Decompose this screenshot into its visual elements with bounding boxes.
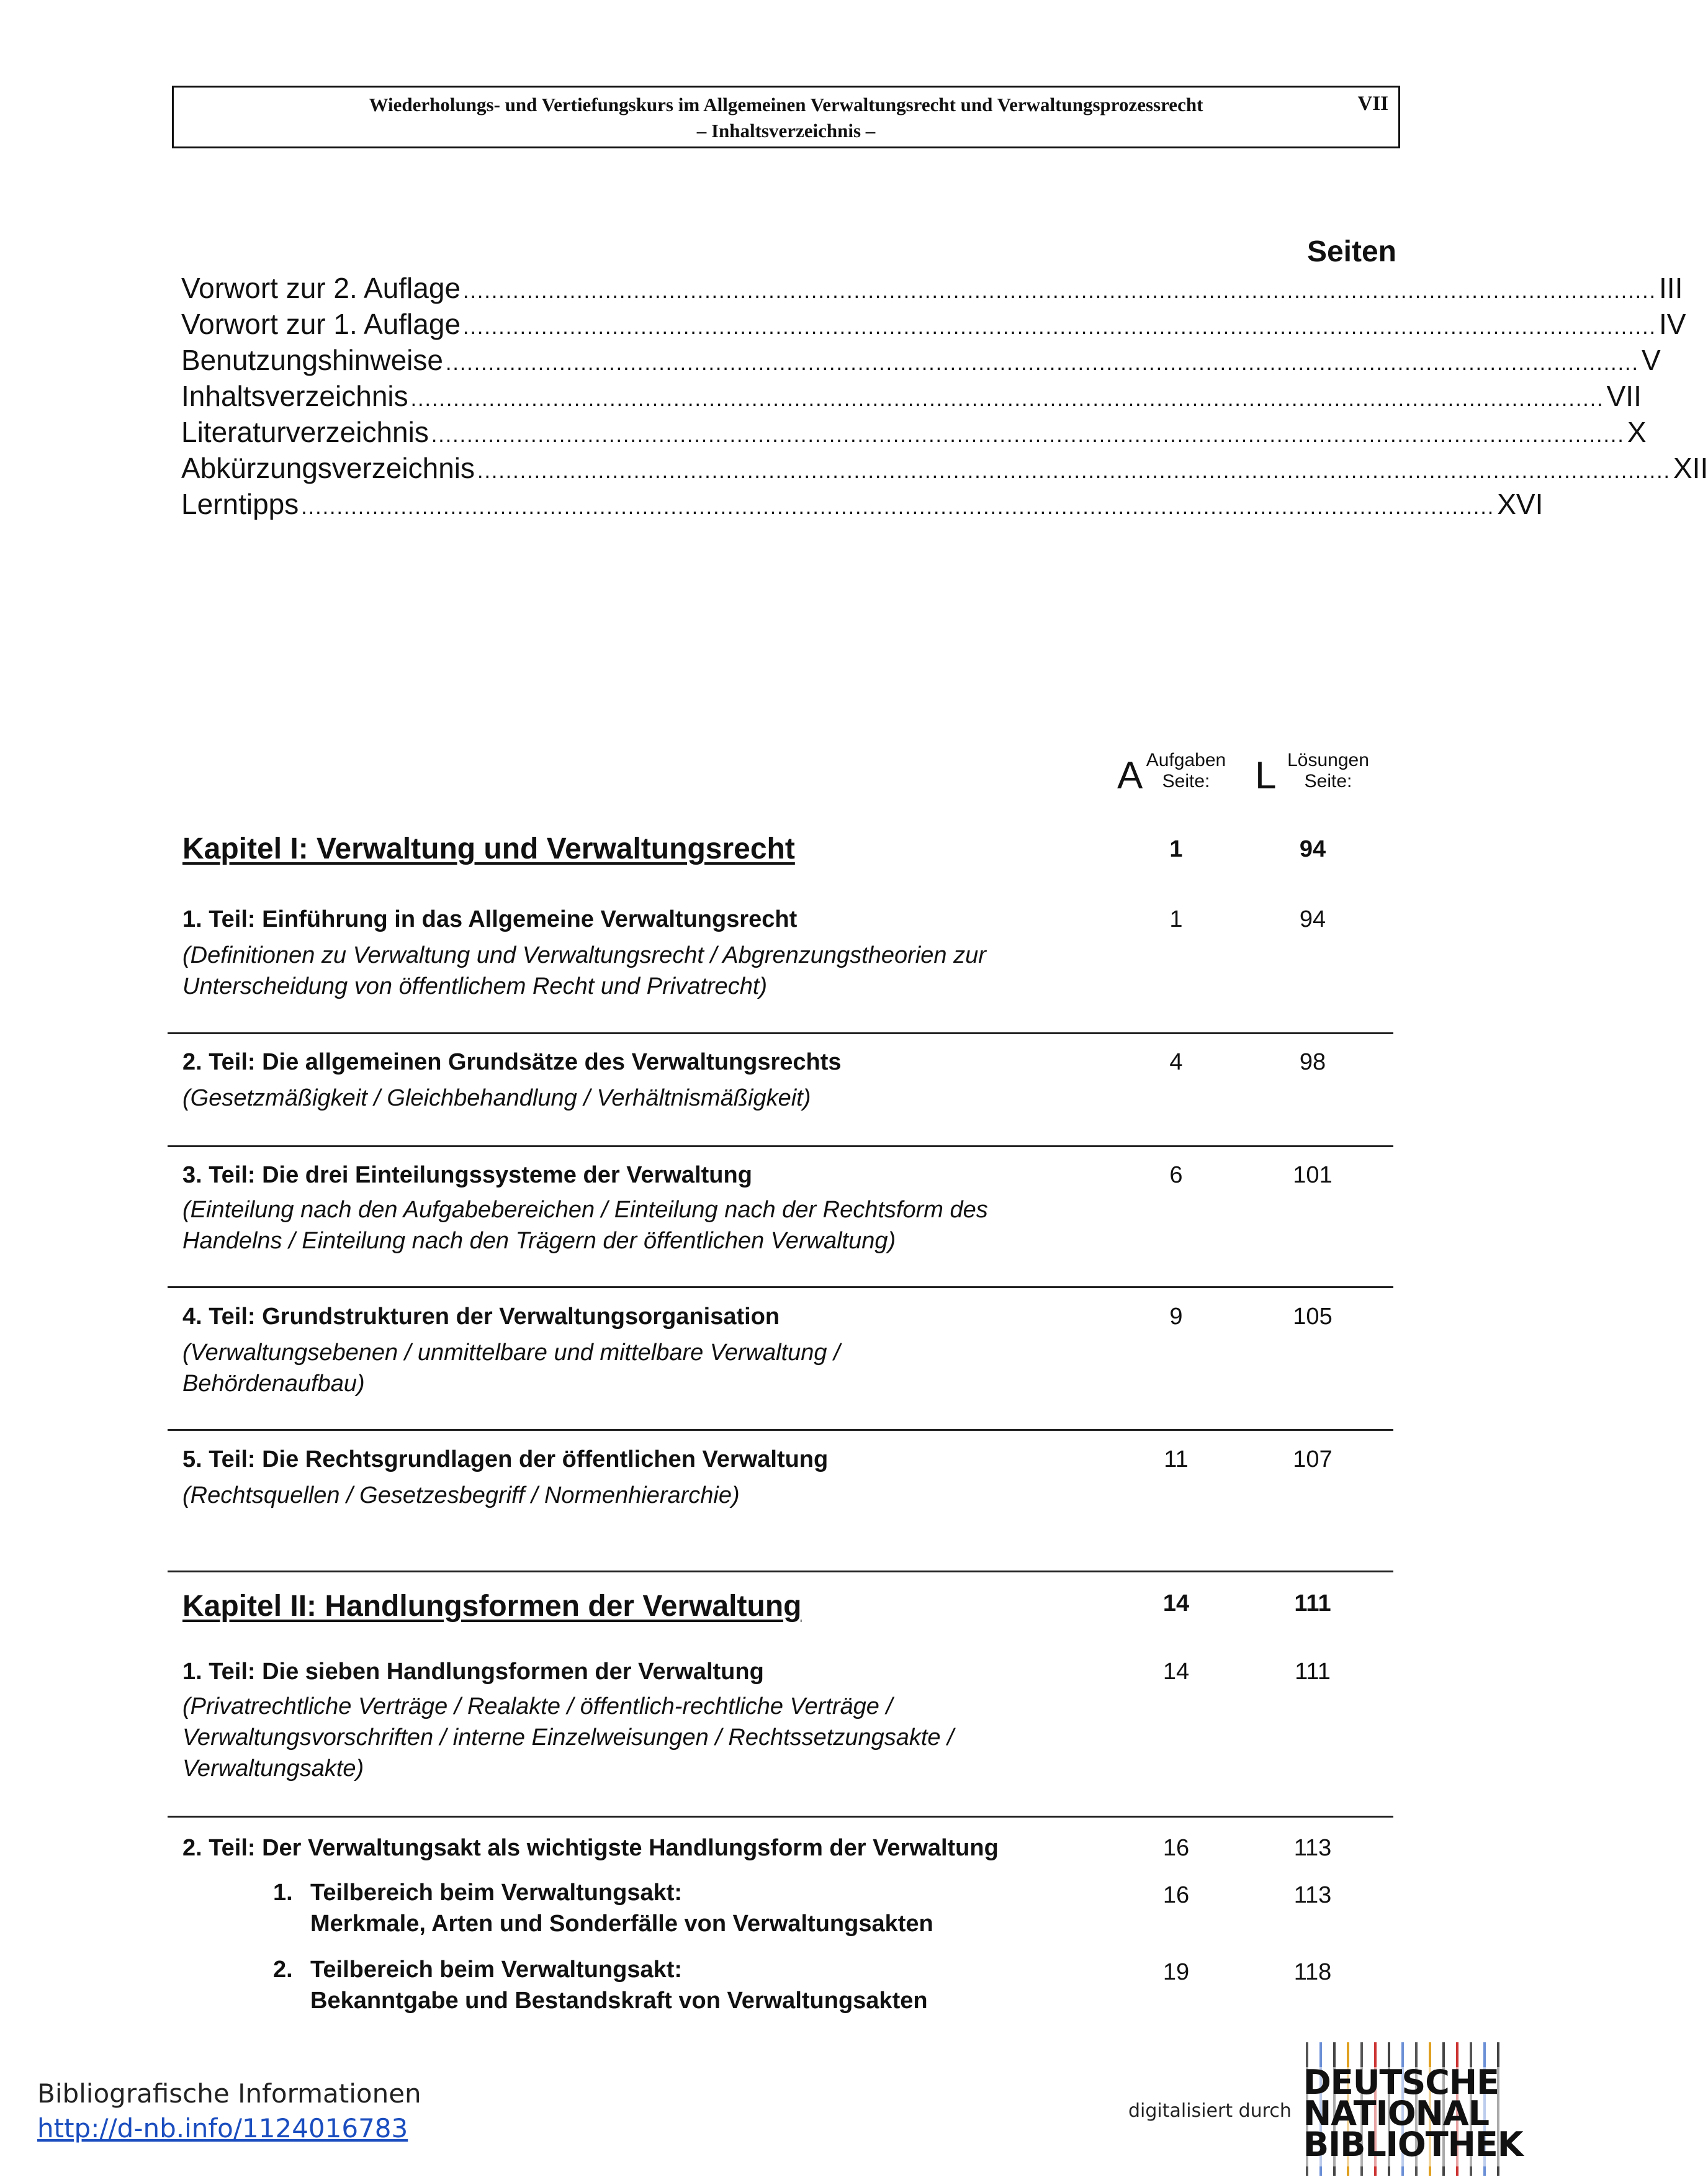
aufgaben-column-header: A Aufgaben Seite: xyxy=(1117,750,1226,797)
part-aufgaben-page: 11 xyxy=(1164,1446,1189,1472)
subsection-loesungen-page: 113 xyxy=(1293,1882,1332,1908)
front-item: Vorwort zur 2. Auflage ........................................................................................................................................................................ III xyxy=(181,272,1683,304)
separator-line xyxy=(168,1571,1393,1572)
chapter-1-title: Kapitel I: Verwaltung und Verwaltungsrecht xyxy=(182,832,795,865)
part-description: (Gesetzmäßigkeit / Gleichbehandlung / Verhältnismäßigkeit) xyxy=(182,1085,811,1111)
part-description: (Rechtsquellen / Gesetzesbegriff / Normenhierarchie) xyxy=(182,1482,740,1508)
part-title: 5. Teil: Die Rechtsgrundlagen der öffentlichen Verwaltung xyxy=(182,1446,829,1472)
part-aufgaben-page: 1 xyxy=(1169,906,1183,932)
subsection: 2. Teilbereich beim Verwaltungsakt: Bekanntgabe und Bestandskraft von Verwaltungsakten xyxy=(273,1957,928,2014)
dnb-link[interactable]: http://d-nb.info/1124016783 xyxy=(37,2113,408,2143)
front-item: Benutzungshinweise ........................................................................................................................................................................ V xyxy=(181,344,1661,376)
part-title: 2. Teil: Der Verwaltungsakt als wichtigste Handlungsform der Verwaltung xyxy=(182,1835,999,1861)
part-aufgaben-page: 9 xyxy=(1169,1304,1183,1330)
part-aufgaben-page: 6 xyxy=(1169,1162,1183,1188)
part-aufgaben-page: 4 xyxy=(1169,1049,1183,1075)
loesungen-column-header: L Lösungen Seite: xyxy=(1255,750,1369,797)
part-loesungen-page: 98 xyxy=(1299,1049,1326,1075)
header-subtitle: – Inhaltsverzeichnis – xyxy=(696,120,876,142)
subsection-aufgaben-page: 19 xyxy=(1162,1959,1190,1985)
part-description: (Einteilung nach den Aufgabebereichen / Einteilung nach der Rechtsform des Handelns / Einteilung nach den Trägern der öffentlichen Verwaltung) xyxy=(182,1197,988,1254)
front-item: Inhaltsverzeichnis ........................................................................................................................................................................ VII xyxy=(181,380,1642,412)
part-description: (Definitionen zu Verwaltung und Verwaltungsrecht / Abgrenzungstheorien zur Unterscheidung von öffentlichem Recht und Privatrecht) xyxy=(182,942,986,999)
seiten-label: Seiten xyxy=(1306,235,1396,268)
bibliographic-label: Bibliografische Informationen xyxy=(37,2078,421,2109)
front-item: Lerntipps ........................................................................................................................................................................ XVI xyxy=(181,488,1544,520)
part-loesungen-page: 101 xyxy=(1293,1162,1333,1188)
header-page-number: VII xyxy=(1357,92,1388,115)
separator-line xyxy=(168,1032,1393,1034)
chapter-2-loesungen-page: 111 xyxy=(1294,1590,1331,1616)
chapter-1-loesungen-page: 94 xyxy=(1299,836,1326,862)
part-loesungen-page: 107 xyxy=(1293,1446,1333,1472)
part-title: 2. Teil: Die allgemeinen Grundsätze des Verwaltungsrechts xyxy=(182,1049,842,1075)
part-title: 4. Teil: Grundstrukturen der Verwaltungsorganisation xyxy=(182,1304,780,1330)
separator-line xyxy=(168,1429,1393,1431)
separator-line xyxy=(168,1145,1393,1147)
front-item: Vorwort zur 1. Auflage ........................................................................................................................................................................ IV xyxy=(181,308,1686,340)
front-item: Abkürzungsverzeichnis ........................................................................................................................................................................ XII xyxy=(181,452,1708,484)
part-aufgaben-page: 14 xyxy=(1162,1659,1190,1685)
part-loesungen-page: 113 xyxy=(1293,1835,1332,1861)
front-item: Literaturverzeichnis ........................................................................................................................................................................ X xyxy=(181,416,1647,448)
separator-line xyxy=(168,1286,1393,1288)
digitalized-by-text: digitalisiert durch xyxy=(1128,2100,1292,2122)
part-loesungen-page: 94 xyxy=(1299,906,1326,932)
part-title: 3. Teil: Die drei Einteilungssysteme der Verwaltung xyxy=(182,1162,752,1188)
part-title: 1. Teil: Die sieben Handlungsformen der Verwaltung xyxy=(182,1659,764,1685)
running-header xyxy=(172,86,1400,148)
subsection: 1. Teilbereich beim Verwaltungsakt: Merkmale, Arten und Sonderfälle von Verwaltungsakten xyxy=(273,1880,933,1937)
header-title: Wiederholungs- und Vertiefungskurs im Allgemeinen Verwaltungsrecht und Verwaltungsprozessrecht xyxy=(369,94,1203,115)
chapter-1-aufgaben-page: 1 xyxy=(1169,836,1183,862)
part-loesungen-page: 111 xyxy=(1295,1659,1331,1685)
front-matter-list xyxy=(181,271,1708,523)
part-description: (Privatrechtliche Verträge / Realakte / öffentlich-rechtliche Verträge / Verwaltungsvorschriften / interne Einzelweisungen / Rechtssetzungsakte / Verwaltungsakte) xyxy=(182,1693,954,1782)
chapter-2-aufgaben-page: 14 xyxy=(1162,1590,1190,1616)
separator-line xyxy=(168,1816,1393,1818)
subsection-loesungen-page: 118 xyxy=(1293,1959,1332,1985)
chapter-2-title: Kapitel II: Handlungsformen der Verwaltung xyxy=(182,1590,802,1623)
part-description: (Verwaltungsebenen / unmittelbare und mittelbare Verwaltung / Behördenaufbau) xyxy=(182,1340,840,1397)
dnb-wordmark: DEUTSCHE NATIONAL BIBLIOTHEK xyxy=(1303,2063,1523,2164)
part-title: 1. Teil: Einführung in das Allgemeine Verwaltungsrecht xyxy=(182,906,798,932)
subsection-aufgaben-page: 16 xyxy=(1162,1882,1190,1908)
bibliographic-info xyxy=(37,2076,421,2146)
part-loesungen-page: 105 xyxy=(1293,1304,1333,1330)
part-aufgaben-page: 16 xyxy=(1162,1835,1190,1861)
